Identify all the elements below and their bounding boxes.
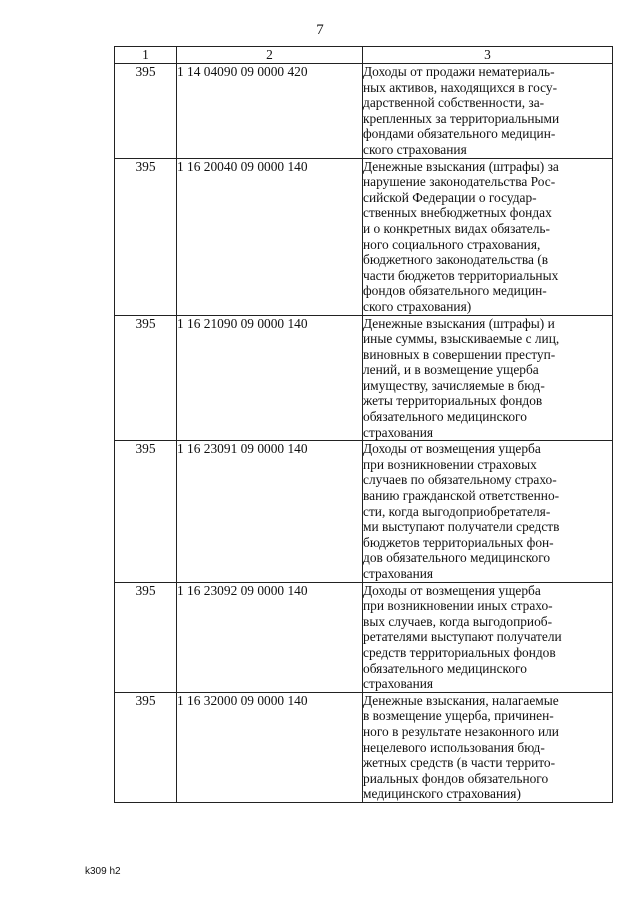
description-line: имуществу, зачисляемые в бюд- bbox=[363, 377, 545, 393]
table-row bbox=[115, 315, 613, 441]
description-line: ретателями выступают получатели bbox=[363, 629, 562, 645]
admin-code: 395 bbox=[115, 692, 177, 802]
description-line: при возникновении страховых bbox=[363, 456, 537, 472]
description-line: Денежные взыскания, налагаемые bbox=[363, 692, 559, 708]
admin-code: 395 bbox=[115, 64, 177, 159]
description-line: при возникновении иных страхо- bbox=[363, 598, 553, 614]
revenue-code: 1 16 32000 09 0000 140 bbox=[177, 692, 363, 802]
description-line: сийской Федерации о государ- bbox=[363, 189, 537, 205]
description-line: Доходы от возмещения ущерба bbox=[363, 582, 541, 598]
description-line: лений, и в возмещение ущерба bbox=[363, 362, 539, 378]
revenue-description bbox=[363, 582, 613, 692]
description-line: и о конкретных видах обязатель- bbox=[363, 220, 550, 236]
description-line: Доходы от возмещения ущерба bbox=[363, 441, 541, 457]
description-line: ных активов, находящихся в госу- bbox=[363, 79, 558, 95]
description-line: бюджетов территориальных фон- bbox=[363, 534, 554, 550]
revenue-code: 1 16 20040 09 0000 140 bbox=[177, 158, 363, 315]
description-line: обязательного медицинского bbox=[363, 409, 527, 425]
description-line: ного в результате незаконного или bbox=[363, 723, 559, 739]
description-line: виновных в совершении преступ- bbox=[363, 346, 556, 362]
description-line: медицинского страхования) bbox=[363, 786, 521, 802]
description-line: Денежные взыскания (штрафы) за bbox=[363, 158, 559, 174]
revenue-code: 1 16 21090 09 0000 140 bbox=[177, 315, 363, 441]
description-line: нарушение законодательства Рос- bbox=[363, 174, 556, 190]
description-line: средств территориальных фондов bbox=[363, 644, 556, 660]
description-line: сти, когда выгодоприобретателя- bbox=[363, 503, 551, 519]
description-line: страхования bbox=[363, 566, 434, 581]
description-line: части бюджетов территориальных bbox=[363, 267, 559, 283]
description-line: дов обязательного медицинского bbox=[363, 550, 551, 566]
description-line: нецелевого использования бюд- bbox=[363, 739, 545, 755]
table-row bbox=[115, 441, 613, 582]
description-line: фондов обязательного медицин- bbox=[363, 283, 547, 299]
description-line: бюджетного законодательства (в bbox=[363, 252, 549, 268]
table-row bbox=[115, 64, 613, 159]
description-line: ми выступают получатели средств bbox=[363, 519, 560, 535]
header-col-2: 2 bbox=[177, 47, 363, 64]
description-line: жетных средств (в части террито- bbox=[363, 755, 556, 771]
header-col-3: 3 bbox=[363, 47, 613, 64]
description-line: страхования bbox=[363, 676, 434, 692]
revenue-description bbox=[363, 64, 613, 159]
admin-code: 395 bbox=[115, 315, 177, 441]
revenue-description bbox=[363, 315, 613, 441]
description-line: жеты территориальных фондов bbox=[363, 393, 543, 409]
description-line: ского страхования bbox=[363, 141, 467, 157]
header-col-1: 1 bbox=[115, 47, 177, 64]
revenue-codes-table bbox=[114, 46, 613, 803]
page-number: 7 bbox=[316, 22, 324, 38]
description-line: ного социального страхования, bbox=[363, 236, 541, 252]
table-row bbox=[115, 692, 613, 802]
revenue-code: 1 16 23092 09 0000 140 bbox=[177, 582, 363, 692]
table-row bbox=[115, 582, 613, 692]
table-row bbox=[115, 158, 613, 315]
description-line: обязательного медицинского bbox=[363, 660, 527, 676]
revenue-code: 1 16 23091 09 0000 140 bbox=[177, 441, 363, 582]
description-line: вых случаев, когда выгодоприоб- bbox=[363, 613, 553, 629]
description-line: дарственной собственности, за- bbox=[363, 95, 545, 111]
description-line: ственных внебюджетных фондах bbox=[363, 205, 552, 221]
admin-code: 395 bbox=[115, 441, 177, 582]
description-line: в возмещение ущерба, причинен- bbox=[363, 708, 554, 724]
revenue-description bbox=[363, 441, 613, 582]
description-line: случаев по обязательному страхо- bbox=[363, 472, 557, 488]
footer-code: k309 h2 bbox=[85, 866, 121, 877]
revenue-description bbox=[363, 692, 613, 802]
description-line: ского страхования) bbox=[363, 298, 472, 314]
description-line: Денежные взыскания (штрафы) и bbox=[363, 315, 555, 331]
description-line: страхования bbox=[363, 424, 434, 440]
description-line: риальных фондов обязательного bbox=[363, 770, 549, 786]
admin-code: 395 bbox=[115, 582, 177, 692]
description-line: фондами обязательного медицин- bbox=[363, 126, 556, 142]
description-line: Доходы от продажи нематериаль- bbox=[363, 64, 555, 79]
description-line: ванию гражданской ответственно- bbox=[363, 488, 560, 504]
description-line: иные суммы, взыскиваемые с лиц, bbox=[363, 331, 560, 347]
description-line: крепленных за территориальными bbox=[363, 110, 560, 126]
revenue-code: 1 14 04090 09 0000 420 bbox=[177, 64, 363, 159]
revenue-description bbox=[363, 158, 613, 315]
admin-code: 395 bbox=[115, 158, 177, 315]
table-header-row bbox=[115, 47, 613, 64]
